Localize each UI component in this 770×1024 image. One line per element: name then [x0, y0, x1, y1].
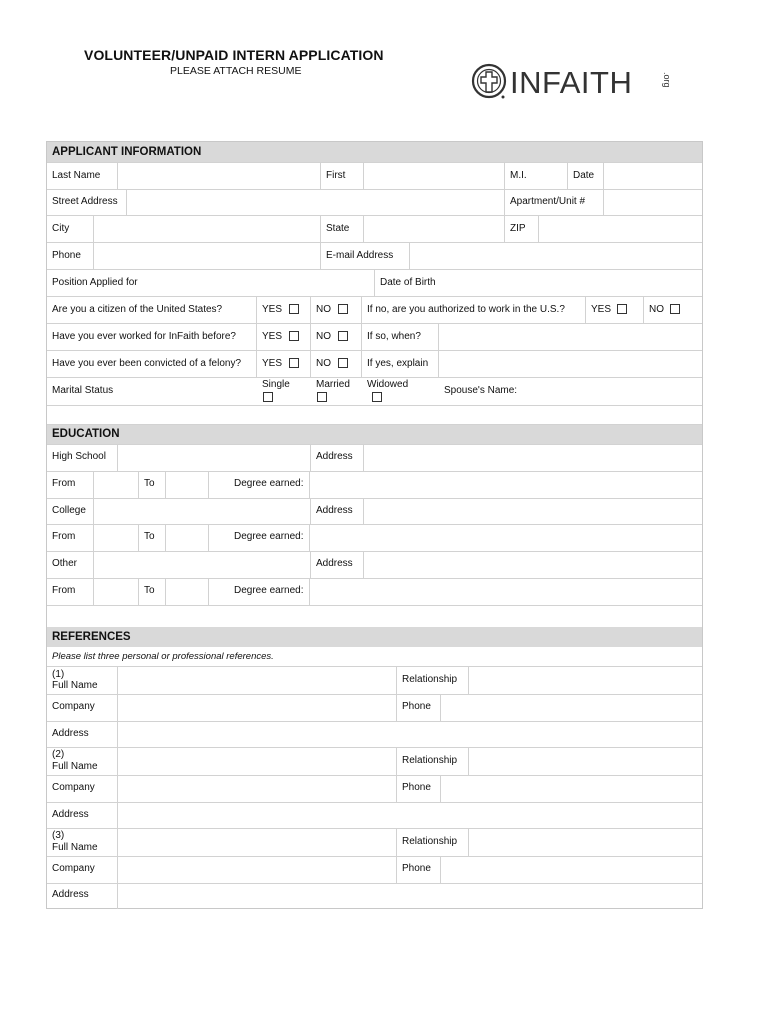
svg-text:INFAITH: INFAITH [510, 65, 633, 100]
high-school-label: High School [52, 451, 106, 462]
street-address-field[interactable] [127, 190, 504, 215]
ref3-company-label: Company [52, 863, 95, 874]
married-checkbox[interactable] [317, 392, 327, 402]
worked-no-checkbox[interactable] [338, 331, 348, 341]
ref3-full-name-label: Full Name [52, 842, 98, 853]
dob-field[interactable] [447, 270, 702, 296]
widowed-checkbox[interactable] [372, 392, 382, 402]
citizen-question: Are you a citizen of the United States? [52, 304, 223, 315]
other-address-field[interactable] [364, 552, 702, 578]
citizen-no-label: NO [316, 304, 331, 315]
hs-to-label: To [144, 478, 155, 489]
felony-explain-field[interactable] [439, 351, 702, 377]
svg-text:.org: .org [662, 72, 672, 88]
ref2-number: (2) [52, 749, 65, 760]
ref2-address-field[interactable] [118, 803, 702, 828]
form-subtitle: PLEASE ATTACH RESUME [170, 65, 302, 77]
citizen-no-checkbox[interactable] [338, 304, 348, 314]
ref3-address-label: Address [52, 889, 89, 900]
if-yes-explain-label: If yes, explain [367, 358, 429, 369]
other-from-label: From [52, 585, 76, 596]
felony-question: Have you ever been convicted of a felony? [52, 358, 242, 369]
email-label: E-mail Address [326, 250, 394, 261]
ref2-company-label: Company [52, 782, 95, 793]
ref1-number: (1) [52, 669, 65, 680]
dob-label: Date of Birth [380, 277, 436, 288]
other-address-label: Address [316, 558, 353, 569]
ref1-relationship-field[interactable] [469, 667, 702, 694]
felony-yes-label: YES [262, 358, 283, 369]
application-form [46, 141, 703, 909]
form-title: VOLUNTEER/UNPAID INTERN APPLICATION [84, 47, 384, 63]
references-instructions: Please list three personal or professional references. [52, 651, 274, 662]
apartment-label: Apartment/Unit # [510, 196, 586, 207]
zip-field[interactable] [539, 216, 702, 242]
apartment-field[interactable] [604, 190, 702, 215]
ref1-full-name-field[interactable] [118, 667, 396, 694]
college-degree-field[interactable] [310, 525, 702, 551]
authorized-question: If no, are you authorized to work in the U.S.? [367, 304, 565, 315]
college-label: College [52, 505, 86, 516]
college-degree-label: Degree earned: [234, 531, 304, 542]
worked-no-label: NO [316, 331, 331, 342]
phone-label: Phone [52, 250, 81, 261]
mi-label: M.I. [510, 170, 527, 181]
citizen-yes-label: YES [262, 304, 283, 315]
worked-yes-checkbox[interactable] [289, 331, 299, 341]
email-field[interactable] [410, 243, 702, 269]
college-address-label: Address [316, 505, 353, 516]
spouse-name-label: Spouse's Name: [444, 385, 518, 396]
high-school-address-field[interactable] [364, 445, 702, 471]
ref3-relationship-label: Relationship [402, 836, 458, 847]
zip-label: ZIP [510, 223, 526, 234]
college-from-label: From [52, 531, 76, 542]
first-name-field[interactable] [364, 163, 504, 189]
single-checkbox[interactable] [263, 392, 273, 402]
ref2-full-name-field[interactable] [118, 748, 396, 775]
state-field[interactable] [364, 216, 504, 242]
state-label: State [326, 223, 350, 234]
ref1-address-field[interactable] [118, 722, 702, 747]
ref3-address-field[interactable] [118, 884, 702, 908]
other-degree-label: Degree earned: [234, 585, 304, 596]
felony-no-label: NO [316, 358, 331, 369]
hs-degree-field[interactable] [310, 472, 702, 498]
ref3-number: (3) [52, 830, 65, 841]
single-label: Single [262, 379, 290, 390]
authorized-no-checkbox[interactable] [670, 304, 680, 314]
college-from-field[interactable] [94, 525, 138, 551]
authorized-no-label: NO [649, 304, 664, 315]
education-section-header: EDUCATION [47, 424, 702, 444]
position-field[interactable] [147, 270, 373, 296]
date-field[interactable] [604, 163, 702, 189]
college-to-label: To [144, 531, 155, 542]
ref3-company-field[interactable] [118, 857, 396, 883]
citizen-yes-checkbox[interactable] [289, 304, 299, 314]
position-label: Position Applied for [52, 277, 138, 288]
street-address-label: Street Address [52, 196, 118, 207]
high-school-address-label: Address [316, 451, 353, 462]
ref1-phone-field[interactable] [441, 695, 702, 721]
phone-field[interactable] [94, 243, 320, 269]
hs-degree-label: Degree earned: [234, 478, 304, 489]
ref1-phone-label: Phone [402, 701, 431, 712]
if-so-when-field[interactable] [439, 324, 702, 350]
widowed-label: Widowed [367, 379, 409, 390]
if-so-when-label: If so, when? [367, 331, 421, 342]
marital-status-label: Marital Status [52, 385, 114, 396]
first-name-label: First [326, 170, 346, 181]
date-label: Date [573, 170, 595, 181]
worked-before-question: Have you ever worked for InFaith before? [52, 331, 236, 342]
ref2-phone-label: Phone [402, 782, 431, 793]
ref2-company-field[interactable] [118, 776, 396, 802]
hs-from-field[interactable] [94, 472, 138, 498]
hs-from-label: From [52, 478, 76, 489]
ref3-phone-field[interactable] [441, 857, 702, 883]
ref2-phone-field[interactable] [441, 776, 702, 802]
ref3-relationship-field[interactable] [469, 829, 702, 856]
ref2-address-label: Address [52, 809, 89, 820]
applicant-section-header: APPLICANT INFORMATION [47, 142, 702, 162]
city-label: City [52, 223, 70, 234]
ref3-phone-label: Phone [402, 863, 431, 874]
ref1-address-label: Address [52, 728, 89, 739]
ref1-full-name-label: Full Name [52, 680, 98, 691]
ref1-company-label: Company [52, 701, 95, 712]
other-from-field[interactable] [94, 579, 138, 605]
married-label: Married [316, 379, 350, 390]
ref1-relationship-label: Relationship [402, 674, 458, 685]
ref2-full-name-label: Full Name [52, 761, 98, 772]
college-to-field[interactable] [166, 525, 208, 551]
hs-to-field[interactable] [166, 472, 208, 498]
infaith-logo [470, 62, 672, 102]
other-to-field[interactable] [166, 579, 208, 605]
ref2-relationship-field[interactable] [469, 748, 702, 775]
authorized-yes-checkbox[interactable] [617, 304, 627, 314]
last-name-label: Last Name [52, 170, 101, 181]
authorized-yes-label: YES [591, 304, 612, 315]
ref3-full-name-field[interactable] [118, 829, 396, 856]
felony-yes-checkbox[interactable] [289, 358, 299, 368]
ref1-company-field[interactable] [118, 695, 396, 721]
references-section-header: REFERENCES [47, 627, 702, 647]
felony-no-checkbox[interactable] [338, 358, 348, 368]
other-school-label: Other [52, 558, 78, 569]
worked-yes-label: YES [262, 331, 283, 342]
college-field[interactable] [94, 499, 310, 524]
last-name-field[interactable] [118, 163, 320, 189]
college-address-field[interactable] [364, 499, 702, 524]
high-school-field[interactable] [118, 445, 310, 471]
other-school-field[interactable] [94, 552, 310, 578]
other-to-label: To [144, 585, 155, 596]
spouse-name-field[interactable] [522, 378, 702, 405]
city-field[interactable] [94, 216, 320, 242]
other-degree-field[interactable] [310, 579, 702, 605]
ref2-relationship-label: Relationship [402, 755, 458, 766]
